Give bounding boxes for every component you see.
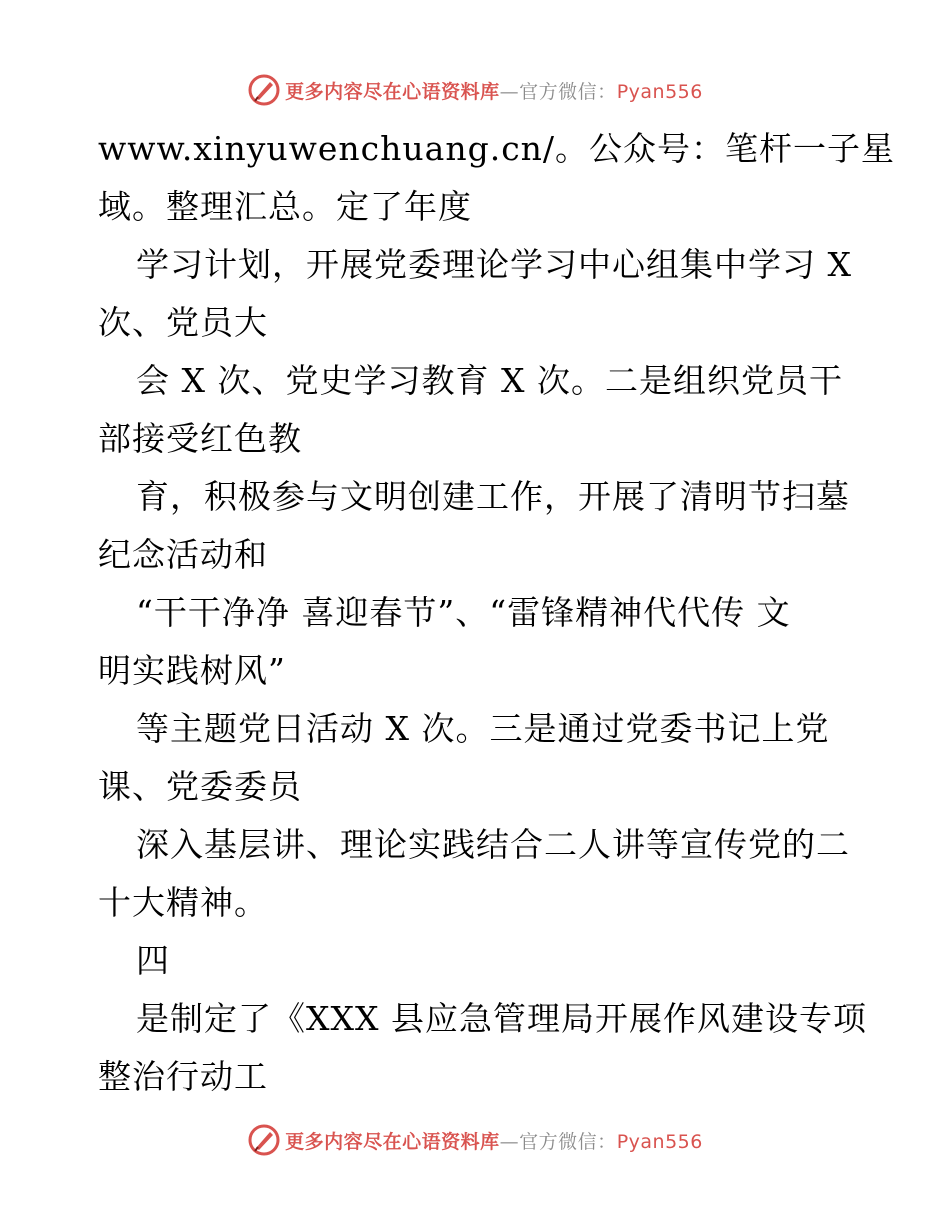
text-line: 纪念活动和 <box>98 535 268 574</box>
text-line: 四 <box>136 941 170 980</box>
text-line: “干干净净 喜迎春节”、“雷锋精神代代传 文 <box>136 593 791 632</box>
banner-wechat-label: 官方微信： <box>519 1130 617 1153</box>
text-line: 深入基层讲、理论实践结合二人讲等宣传党的二 <box>136 825 850 864</box>
banner-separator: — <box>499 80 520 103</box>
text-line: 部接受红色教 <box>98 419 302 458</box>
feather-pen-logo-icon <box>247 1123 281 1157</box>
banner-title: 更多内容尽在心语资料库 <box>285 80 500 103</box>
text-line: 整治行动工 <box>98 1057 268 1096</box>
text-line: 会 X 次、党史学习教育 X 次。二是组织党员干 <box>136 361 843 400</box>
text-line: 次、党员大 <box>98 303 268 342</box>
text-line: 学习计划，开展党委理论学习中心组集中学习 X <box>136 245 852 284</box>
text-line: 十大精神。 <box>98 883 268 922</box>
feather-pen-logo-icon <box>247 73 281 107</box>
banner-wechat-label: 官方微信： <box>519 80 617 103</box>
text-line: 域。整理汇总。定了年度 <box>98 187 472 226</box>
text-line: 是制定了《XXX 县应急管理局开展作风建设专项 <box>136 999 867 1038</box>
text-line: 课、党委委员 <box>98 767 302 806</box>
footer-watermark-banner <box>0 1120 950 1160</box>
banner-text <box>285 77 703 104</box>
header-watermark-banner <box>0 70 950 110</box>
text-line: 明实践树风” <box>98 651 286 690</box>
banner-wechat-id: Pyan556 <box>616 80 703 103</box>
banner-text <box>285 1127 703 1154</box>
text-line: 育，积极参与文明创建工作，开展了清明节扫墓 <box>136 477 850 516</box>
text-line: 等主题党日活动 X 次。三是通过党委书记上党 <box>136 709 830 748</box>
banner-wechat-id: Pyan556 <box>616 1130 703 1153</box>
document-body <box>98 120 896 1106</box>
text-line: www.xinyuwenchuang.cn/。公众号：笔杆一子星 <box>98 129 896 168</box>
banner-title: 更多内容尽在心语资料库 <box>285 1130 500 1153</box>
banner-separator: — <box>499 1130 520 1153</box>
